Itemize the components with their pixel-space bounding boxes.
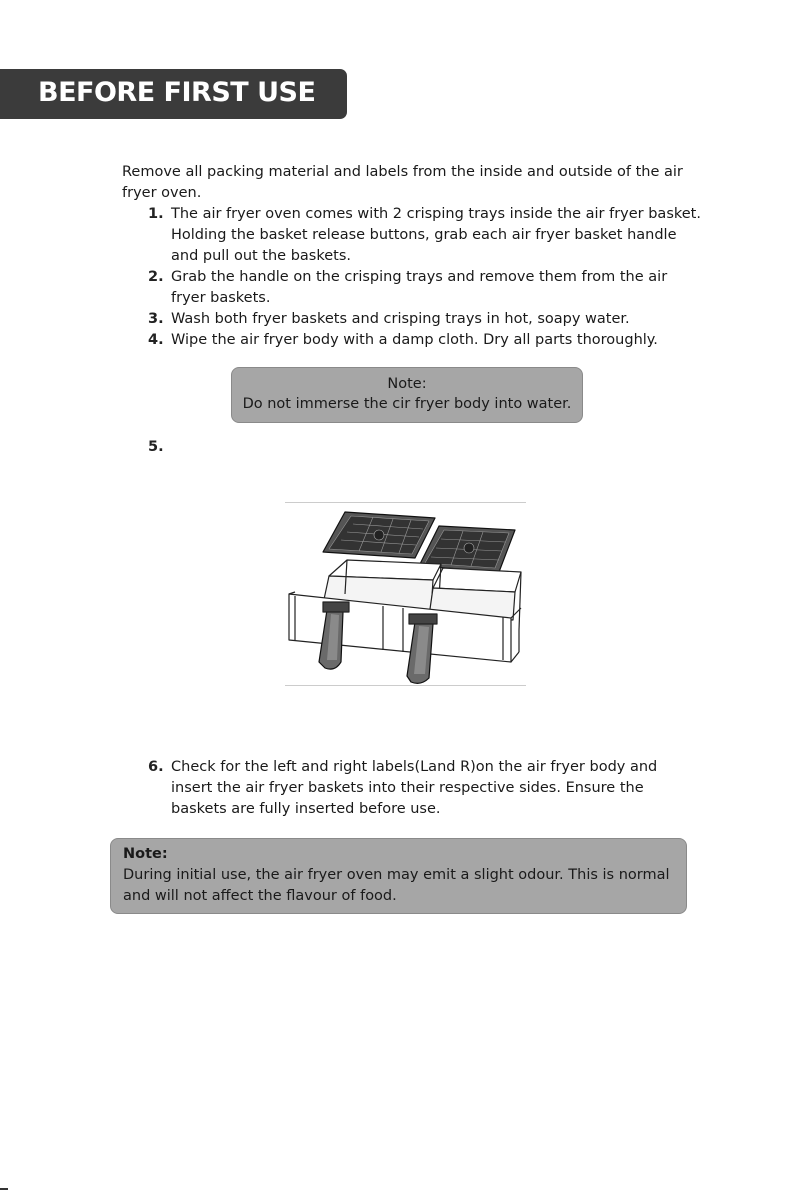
step-number: 4.: [148, 332, 164, 348]
air-fryer-baskets-icon: [283, 502, 527, 686]
steps-list-6: [122, 757, 702, 820]
step-item: [122, 757, 702, 820]
step-number: 6.: [148, 759, 164, 775]
note-text: During initial use, the air fryer oven may emit a slight odour. This is normal and will not affect the flavour of food.: [123, 867, 670, 904]
step-number: 1.: [148, 206, 164, 222]
step-item: [122, 330, 702, 351]
intro-text: Remove all packing material and labels from the inside and outside of the air fryer oven.: [122, 164, 683, 201]
step-text: Check for the left and right labels(Land R)on the air fryer body and insert the air fryer baskets into their respective sides. Ensure the baskets are fully inserted before use.: [171, 759, 658, 817]
page-edge-mark: [0, 1188, 8, 1190]
note-text: Do not immerse the cir fryer body into water.: [242, 396, 572, 412]
note-title: Note:: [387, 376, 427, 392]
step-text: Wipe the air fryer body with a damp cloth. Dry all parts thoroughly.: [171, 332, 658, 348]
step-item: [122, 267, 702, 309]
steps-list: [122, 204, 702, 351]
air-fryer-baskets-illustration: [283, 502, 527, 686]
step-text: Wash both fryer baskets and crisping trays in hot, soapy water.: [171, 311, 630, 327]
step-text: Grab the handle on the crisping trays and remove them from the air fryer baskets.: [171, 269, 668, 306]
step-number: 5.: [148, 439, 164, 455]
step-text: The air fryer oven comes with 2 crisping trays inside the air fryer basket. Holding the basket release buttons, grab each air fryer basket handle and pull out the baskets.: [171, 206, 701, 264]
step-number: 3.: [148, 311, 164, 327]
step-item: [122, 204, 702, 267]
note-title: Note:: [123, 846, 168, 862]
section-title: BEFORE FIRST USE: [38, 77, 316, 108]
section-banner: [0, 69, 347, 119]
note-box-immerse: [231, 367, 583, 423]
step-item: [122, 309, 702, 330]
step-number: 2.: [148, 269, 164, 285]
note-box-odour: [110, 838, 687, 914]
